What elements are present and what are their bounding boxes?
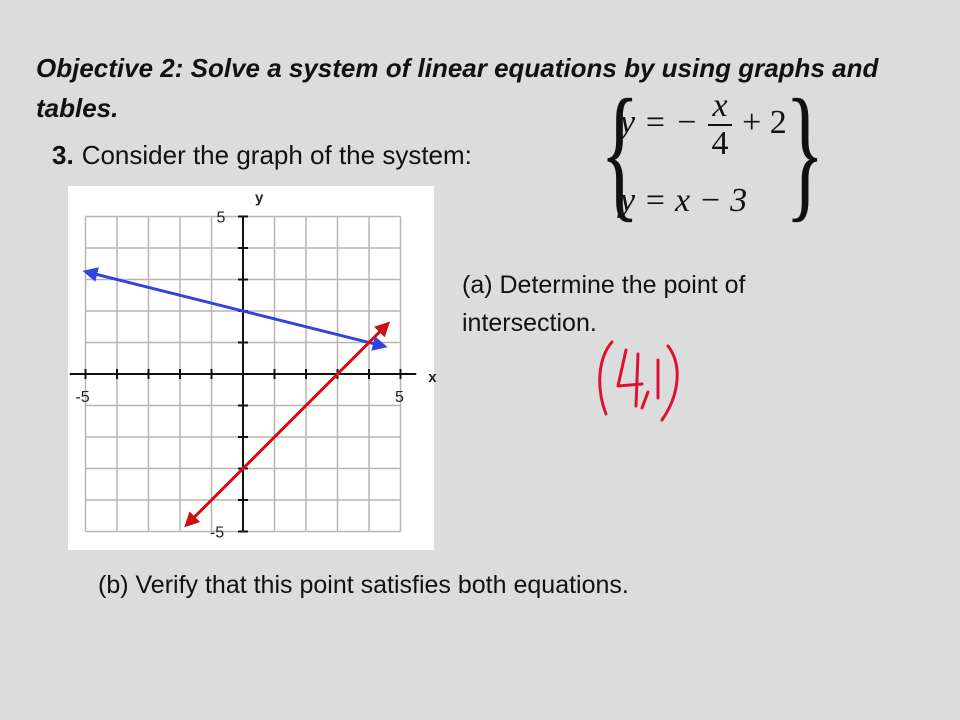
y-tick-label: 5 [216, 209, 226, 227]
question-text: Consider the graph of the system: [81, 140, 472, 170]
equation-1-rhs: + 2 [742, 103, 787, 141]
left-brace: { [600, 69, 640, 235]
objective-heading: Objective 2: Solve a system of linear equations by using graphs and tables. [36, 53, 879, 123]
handwritten-answer [590, 336, 690, 426]
coordinate-graph [68, 186, 437, 550]
right-brace: } [785, 69, 825, 235]
equation-1-lhs: y = − [620, 103, 698, 141]
fraction-denominator: 4 [711, 125, 729, 162]
series-lines [86, 272, 388, 526]
question-line [52, 138, 472, 172]
equation-1-fraction [708, 88, 731, 162]
x-axis-label: x [428, 369, 437, 386]
part-a-prompt: (a) Determine the point of intersection. [462, 271, 746, 337]
part-b-prompt: (b) Verify that this point satisfies both equations. [98, 571, 629, 599]
question-number: 3. [52, 140, 74, 170]
x-tick-label: 5 [395, 389, 404, 406]
axes [70, 217, 417, 532]
fraction-numerator: x [708, 88, 731, 126]
series-line-1 [86, 272, 385, 347]
equation-1 [620, 88, 787, 162]
graph-panel [68, 186, 437, 550]
equation-2: y = x − 3 [620, 182, 748, 219]
x-tick-label: -5 [75, 389, 90, 406]
y-axis-label: y [255, 189, 264, 207]
axis-labels [75, 190, 437, 542]
series-line-2 [186, 324, 388, 526]
y-tick-label: -5 [209, 524, 225, 542]
